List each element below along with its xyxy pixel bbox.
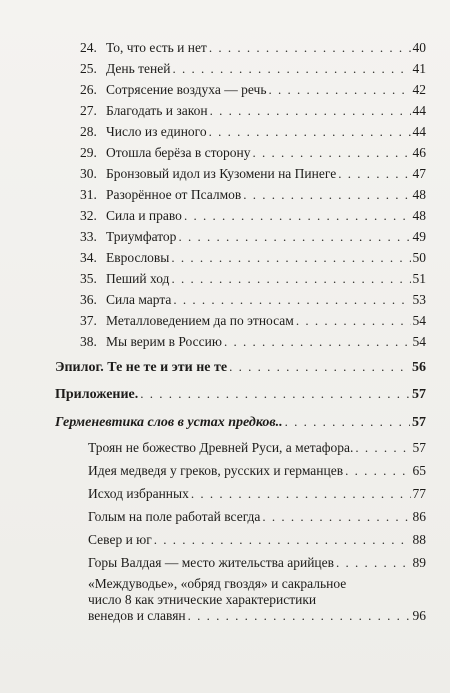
entry-title: День теней: [106, 61, 171, 76]
hermeneutics-title: Герменевтика слов в устах предков..: [55, 415, 283, 430]
leader-dots: [210, 103, 411, 119]
leader-dots: [345, 463, 410, 479]
toc-appendix: [55, 386, 426, 403]
leader-dots: [296, 313, 411, 329]
subitem-page: 88: [412, 532, 426, 547]
entry-number: 32.: [80, 208, 97, 223]
toc-entry-34: [80, 250, 426, 266]
entry-title: Сотрясение воздуха — речь: [106, 82, 267, 97]
leader-dots: [243, 187, 410, 203]
subitem-title: Троян не божество Древней Руси, а метафора.: [88, 440, 354, 455]
entry-title: Еврословы: [106, 250, 170, 265]
entry-number: 30.: [80, 166, 97, 181]
entry-page: 48: [412, 208, 426, 223]
entry-title: Бронзовый идол из Кузомени на Пинеге: [106, 166, 337, 181]
leader-dots: [262, 509, 410, 525]
toc-entry-30: [80, 166, 426, 182]
entry-title: Разорённое от Псалмов: [106, 187, 242, 202]
leader-dots: [173, 292, 410, 308]
leader-dots: [229, 359, 410, 375]
leader-dots: [209, 40, 411, 56]
subitem-title: Север и юг: [88, 532, 152, 547]
entry-number: 37.: [80, 313, 97, 328]
entry-page: 51: [412, 271, 426, 286]
entry-number: 31.: [80, 187, 97, 202]
entry-number: 36.: [80, 292, 97, 307]
entry-page: 42: [412, 82, 426, 97]
leader-dots: [336, 555, 410, 571]
entry-title: Триумфатор: [106, 229, 177, 244]
toc-hermeneutics: [55, 414, 426, 431]
toc-subitem: [88, 532, 426, 548]
entry-title: Сила марта: [106, 292, 172, 307]
hermeneutics-page: 57: [412, 415, 426, 430]
subitem-title: Горы Валдая — место жительства арийцев: [88, 555, 335, 570]
entry-page: 54: [412, 334, 426, 349]
leader-dots: [178, 229, 410, 245]
toc-entry-37: [80, 313, 426, 329]
subitem-page: 89: [412, 555, 426, 570]
toc-subitem-multiline: [88, 576, 426, 624]
toc-subitem: [88, 509, 426, 525]
entry-number: 27.: [80, 103, 97, 118]
leader-dots: [338, 166, 410, 182]
entry-number: 38.: [80, 334, 97, 349]
leader-dots: [172, 61, 410, 77]
toc-epilogue: [55, 359, 426, 376]
toc-subitem: [88, 486, 426, 502]
entry-title: Отошла берёза в сторону: [106, 145, 251, 160]
entry-page: 49: [412, 229, 426, 244]
epilogue-title: Эпилог. Те не те и эти не те: [55, 360, 228, 375]
entry-title: Благодать и закон: [106, 103, 208, 118]
leader-dots: [140, 386, 410, 402]
leader-dots: [224, 334, 411, 350]
subitem-title: Исход избранных: [88, 486, 189, 501]
toc-entry-24: [80, 40, 426, 56]
leader-dots: [191, 486, 411, 502]
entry-number: 26.: [80, 82, 97, 97]
entry-page: 53: [412, 292, 426, 307]
entry-page: 50: [412, 250, 426, 265]
toc-entry-27: [80, 103, 426, 119]
appendix-page: 57: [412, 387, 426, 402]
entry-number: 24.: [80, 40, 97, 55]
entry-title: Число из единого: [106, 124, 207, 139]
subitem-page: 57: [412, 440, 426, 455]
toc-subitem: [88, 555, 426, 571]
entry-page: 46: [412, 145, 426, 160]
entry-number: 29.: [80, 145, 97, 160]
toc-entry-36: [80, 292, 426, 308]
subitem-title: Идея медведя у греков, русских и германцев: [88, 463, 344, 478]
subitem-page: 65: [412, 463, 426, 478]
entry-page: 47: [412, 166, 426, 181]
toc-subitem: [88, 440, 426, 456]
entry-number: 35.: [80, 271, 97, 286]
subitem-page: 77: [412, 486, 426, 501]
entry-number: 25.: [80, 61, 97, 76]
epilogue-page: 56: [412, 360, 426, 375]
toc-entry-31: [80, 187, 426, 203]
entry-page: 40: [412, 40, 426, 55]
entry-page: 54: [412, 313, 426, 328]
entry-title: Пеший ход: [106, 271, 170, 286]
subitem-title: Голым на поле работай всегда: [88, 509, 261, 524]
entry-title: Сила и право: [106, 208, 182, 223]
leader-dots: [253, 145, 411, 161]
leader-dots: [355, 440, 410, 456]
toc-entry-32: [80, 208, 426, 224]
toc-subitem: [88, 463, 426, 479]
entry-title: То, что есть и нет: [106, 40, 207, 55]
entry-title: Металловедением да по этносам: [106, 313, 294, 328]
leader-dots: [171, 271, 410, 287]
toc-entry-26: [80, 82, 426, 98]
leader-dots: [184, 208, 411, 224]
toc-entry-35: [80, 271, 426, 287]
leader-dots: [268, 82, 410, 98]
entry-page: 44: [412, 124, 426, 139]
toc-entry-28: [80, 124, 426, 140]
leader-dots: [188, 608, 411, 624]
entry-number: 33.: [80, 229, 97, 244]
toc-entry-25: [80, 61, 426, 77]
leader-dots: [285, 414, 410, 430]
subitem-title-line2: число 8 как этнические характеристики: [88, 592, 317, 607]
leader-dots: [209, 124, 411, 140]
entry-page: 44: [412, 103, 426, 118]
leader-dots: [154, 532, 411, 548]
subitem-page: 96: [412, 608, 426, 623]
entry-page: 48: [412, 187, 426, 202]
subitem-title-line3: венедов и славян: [88, 608, 186, 623]
subitem-title-line1: «Междуводье», «обряд гвоздя» и сакральное: [88, 576, 347, 591]
entry-number: 28.: [80, 124, 97, 139]
appendix-title: Приложение.: [55, 387, 139, 402]
subitem-page: 86: [412, 509, 426, 524]
subitem-last-line: [88, 608, 426, 624]
entry-title: Мы верим в Россию: [106, 334, 222, 349]
leader-dots: [171, 250, 410, 266]
entry-number: 34.: [80, 250, 97, 265]
toc-entry-38: [80, 334, 426, 350]
toc-entry-29: [80, 145, 426, 161]
entry-page: 41: [412, 61, 426, 76]
toc-entry-33: [80, 229, 426, 245]
